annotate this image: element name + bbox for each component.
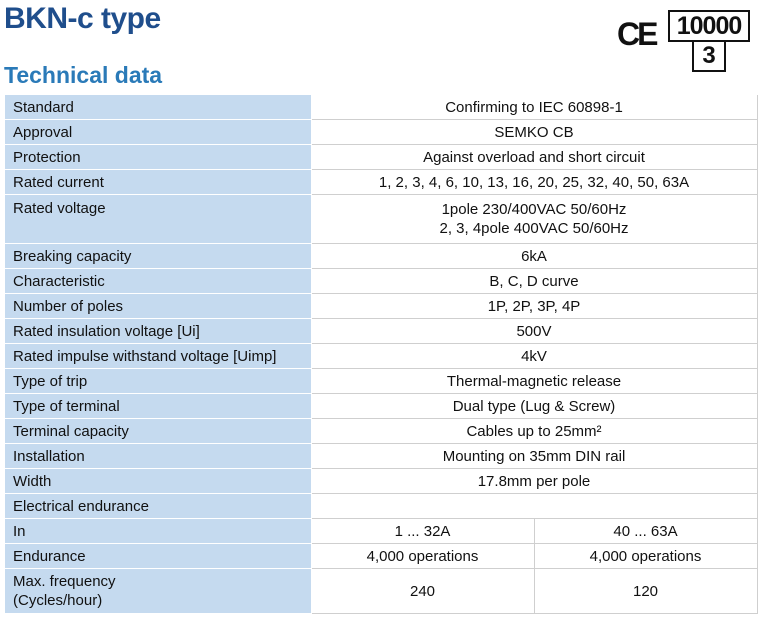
row-label: Approval (5, 120, 311, 145)
row-value: SEMKO CB (311, 120, 757, 145)
row-label: Width (5, 469, 311, 494)
sub-row-label: In (5, 519, 311, 544)
row-value: 4,000 operations (311, 544, 534, 569)
row-value: 240 (311, 569, 534, 614)
table-row (5, 120, 757, 145)
table-row (5, 170, 757, 195)
row-label: Installation (5, 444, 311, 469)
row-label: Protection (5, 145, 311, 170)
row-label: Rated insulation voltage [Ui] (5, 319, 311, 344)
table-row (5, 145, 757, 170)
row-label: Terminal capacity (5, 419, 311, 444)
row-value: 1P, 2P, 3P, 4P (311, 294, 757, 319)
row-value: 40 ... 63A (534, 519, 757, 544)
page-title: BKN-c type (4, 2, 161, 35)
table-row (5, 469, 757, 494)
row-value: Dual type (Lug & Screw) (311, 394, 757, 419)
row-value: 1 ... 32A (311, 519, 534, 544)
row-value: Confirming to IEC 60898-1 (311, 95, 757, 120)
row-value: 17.8mm per pole (311, 469, 757, 494)
sub-row-label: Endurance (5, 544, 311, 569)
table-row (5, 244, 757, 269)
table-row (5, 519, 757, 544)
row-value: 4,000 operations (534, 544, 757, 569)
value-line: 1pole 230/400VAC 50/60Hz (441, 201, 627, 218)
row-value (311, 195, 757, 244)
table-row (5, 444, 757, 469)
row-value: Thermal-magnetic release (311, 369, 757, 394)
row-label: Standard (5, 95, 311, 120)
row-label: Number of poles (5, 294, 311, 319)
table-row (5, 494, 757, 519)
table-row (5, 369, 757, 394)
breaking-capacity-rating-box: 10000 (668, 10, 750, 42)
row-label: Type of terminal (5, 394, 311, 419)
table-row (5, 544, 757, 569)
certification-marks (617, 10, 755, 72)
row-label: Rated impulse withstand voltage [Uimp] (5, 344, 311, 369)
table-row (5, 319, 757, 344)
table-row (5, 95, 757, 120)
row-label: Rated current (5, 170, 311, 195)
technical-data-table (5, 95, 758, 614)
energy-limiting-class-box: 3 (692, 40, 726, 72)
row-value: B, C, D curve (311, 269, 757, 294)
table-row (5, 195, 757, 244)
table-row (5, 294, 757, 319)
table-row (5, 419, 757, 444)
row-value: 4kV (311, 344, 757, 369)
row-label: Type of trip (5, 369, 311, 394)
row-label: Electrical endurance (5, 494, 311, 519)
table-row (5, 269, 757, 294)
table-row (5, 394, 757, 419)
ce-mark: CE (617, 16, 656, 52)
section-heading: Technical data (4, 62, 163, 88)
row-label: Rated voltage (5, 195, 311, 244)
label-line: Max. frequency (13, 573, 116, 590)
row-value: 500V (311, 319, 757, 344)
row-value: 120 (534, 569, 757, 614)
row-value (311, 494, 757, 519)
label-line: (Cycles/hour) (13, 592, 103, 609)
row-label: Characteristic (5, 269, 311, 294)
table-row (5, 344, 757, 369)
row-value: 1, 2, 3, 4, 6, 10, 13, 16, 20, 25, 32, 40, 50, 63A (311, 170, 757, 195)
row-value: 6kA (311, 244, 757, 269)
row-label: Breaking capacity (5, 244, 311, 269)
row-value: Cables up to 25mm² (311, 419, 757, 444)
sub-row-label (5, 569, 311, 614)
value-line: 2, 3, 4pole 400VAC 50/60Hz (439, 220, 629, 237)
table-row (5, 569, 757, 614)
row-value: Against overload and short circuit (311, 145, 757, 170)
row-value: Mounting on 35mm DIN rail (311, 444, 757, 469)
